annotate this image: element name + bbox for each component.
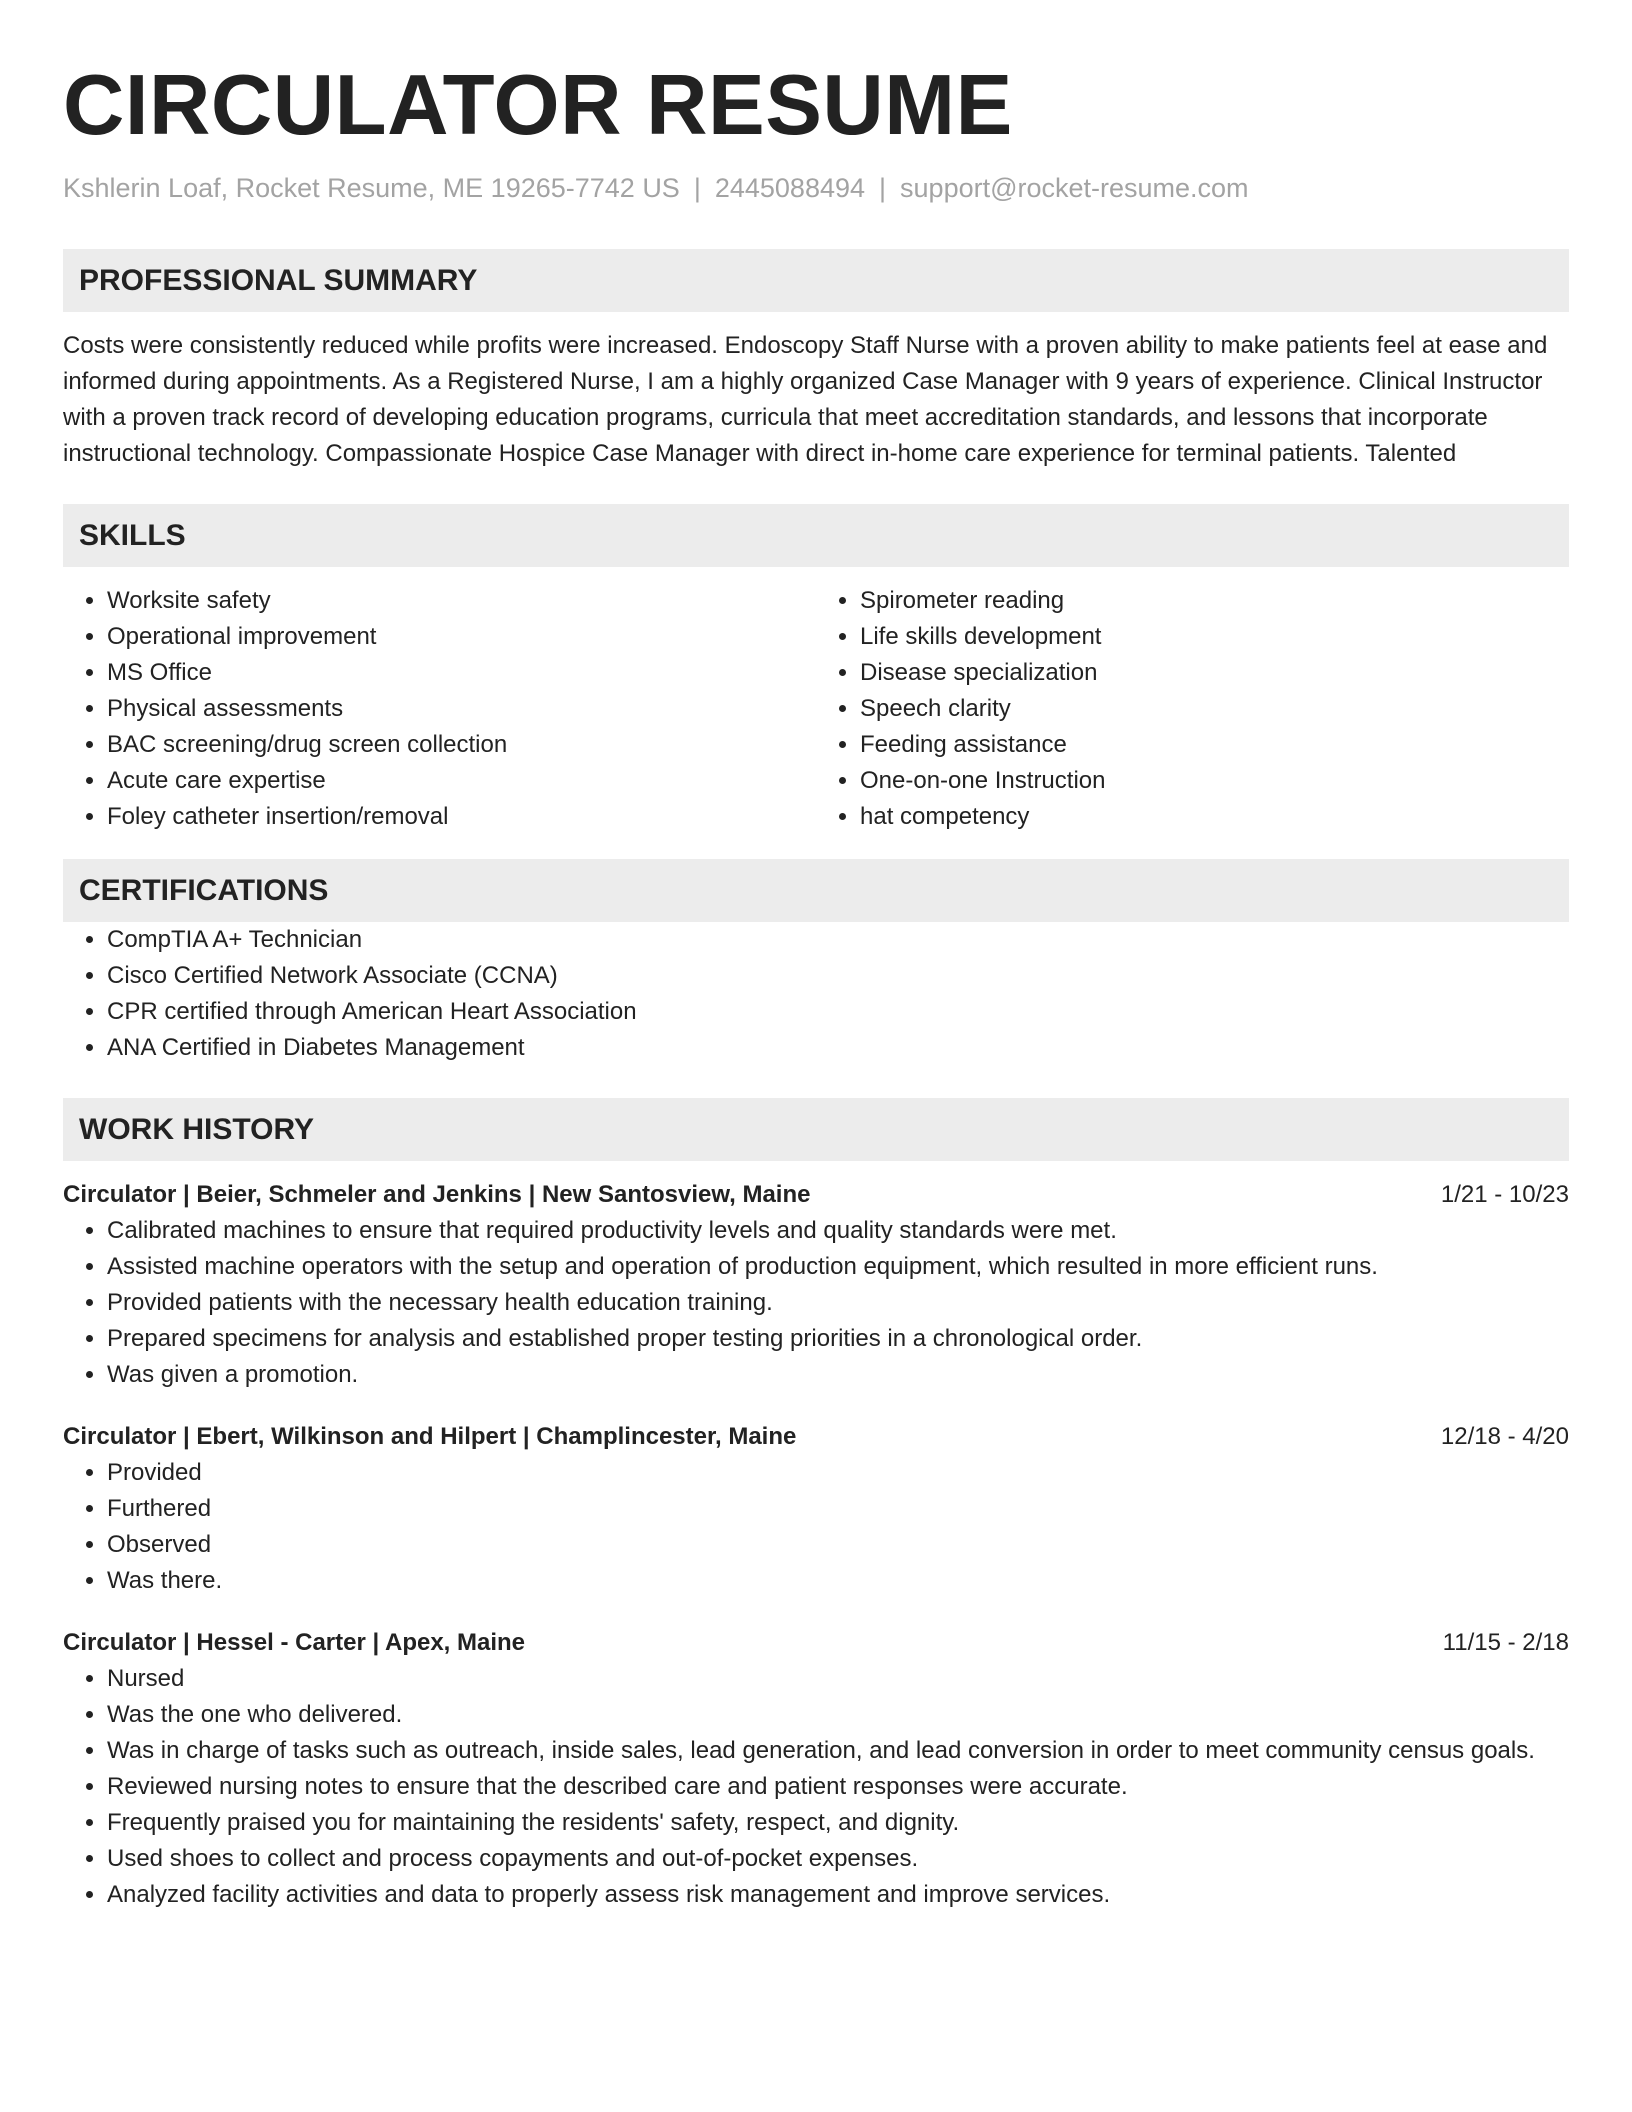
- skills-columns: [63, 583, 1569, 835]
- summary-text: Costs were consistently reduced while profits were increased. Endoscopy Staff Nurse with a proven ability to make patients feel at ease and informed during appointments. As a Registered Nurse, I am a highly organized Case Manager with 9 years of experience. Clinical Instructor with a proven track record of developing education programs, curricula that meet accreditation standards, and lessons that incorporate instructional technology. Compassionate Hospice Case Manager with direct in-home care experience for terminal patients. Talented: [63, 332, 1548, 467]
- job-header: [63, 1177, 1569, 1213]
- contact-email: support@rocket-resume.com: [900, 173, 1249, 203]
- job-bullet: • Used shoes to collect and process copayments and out-of-pocket expenses.: [107, 1841, 1569, 1877]
- section-header-summary: PROFESSIONAL SUMMARY: [63, 249, 1569, 312]
- contact-address: Kshlerin Loaf, Rocket Resume, ME 19265-7742 US: [63, 173, 680, 203]
- job-bullet: • Calibrated machines to ensure that required productivity levels and quality standards were met.: [107, 1213, 1569, 1249]
- skill-item: • One-on-one Instruction: [860, 763, 1569, 799]
- skills-list-right: [816, 583, 1569, 835]
- certification-item: • ANA Certified in Diabetes Management: [107, 1030, 1569, 1066]
- certification-item: • Cisco Certified Network Associate (CCNA): [107, 958, 1569, 994]
- job-bullets: [63, 1661, 1569, 1913]
- certifications-list: [63, 922, 1569, 1066]
- skill-item: • Life skills development: [860, 619, 1569, 655]
- skill-item: • Disease specialization: [860, 655, 1569, 691]
- skill-item: • MS Office: [107, 655, 816, 691]
- job-bullet: • Observed: [107, 1527, 1569, 1563]
- skill-item: • Spirometer reading: [860, 583, 1569, 619]
- skill-item: • Feeding assistance: [860, 727, 1569, 763]
- job-heading: Circulator | Ebert, Wilkinson and Hilpert | Champlincester, Maine: [63, 1423, 797, 1450]
- job-bullet: • Frequently praised you for maintaining the residents' safety, respect, and dignity.: [107, 1805, 1569, 1841]
- contact-line: [63, 170, 1569, 206]
- job-bullet: • Assisted machine operators with the setup and operation of production equipment, which resulted in more efficient runs.: [107, 1249, 1569, 1285]
- job-bullet: • Furthered: [107, 1491, 1569, 1527]
- skill-item: • Physical assessments: [107, 691, 816, 727]
- job-entry: [63, 1625, 1569, 1913]
- job-heading: Circulator | Hessel - Carter | Apex, Maine: [63, 1629, 526, 1656]
- certification-item: • CPR certified through American Heart Association: [107, 994, 1569, 1030]
- resume-title: CIRCULATOR RESUME: [63, 58, 1013, 153]
- job-bullet: • Provided: [107, 1455, 1569, 1491]
- skill-item: • Speech clarity: [860, 691, 1569, 727]
- contact-separator: |: [879, 173, 887, 203]
- job-bullets: [63, 1213, 1569, 1393]
- job-bullet: • Was there.: [107, 1563, 1569, 1599]
- job-bullet: • Was given a promotion.: [107, 1357, 1569, 1393]
- skill-item: • Worksite safety: [107, 583, 816, 619]
- job-dates: 12/18 - 4/20: [1440, 1423, 1569, 1450]
- job-header: [63, 1625, 1569, 1661]
- skill-item: • Foley catheter insertion/removal: [107, 799, 816, 835]
- skill-item: • BAC screening/drug screen collection: [107, 727, 816, 763]
- skill-item: • Acute care expertise: [107, 763, 816, 799]
- job-dates: 1/21 - 10/23: [1440, 1181, 1569, 1208]
- job-bullets: [63, 1455, 1569, 1599]
- job-bullet: • Nursed: [107, 1661, 1569, 1697]
- certification-item: • CompTIA A+ Technician: [107, 922, 1569, 958]
- skill-item: • Operational improvement: [107, 619, 816, 655]
- job-entry: [63, 1177, 1569, 1393]
- section-header-certifications: CERTIFICATIONS: [63, 859, 1569, 922]
- job-header: [63, 1419, 1569, 1455]
- job-bullet: • Provided patients with the necessary health education training.: [107, 1285, 1569, 1321]
- job-bullet: • Reviewed nursing notes to ensure that the described care and patient responses were accurate.: [107, 1769, 1569, 1805]
- contact-separator: |: [693, 173, 701, 203]
- job-bullet: • Prepared specimens for analysis and established proper testing priorities in a chronological order.: [107, 1321, 1569, 1357]
- skills-list-left: [63, 583, 816, 835]
- section-header-work-history: WORK HISTORY: [63, 1098, 1569, 1161]
- job-bullet: • Was the one who delivered.: [107, 1697, 1569, 1733]
- job-entry: [63, 1419, 1569, 1599]
- job-bullet: • Was in charge of tasks such as outreach, inside sales, lead generation, and lead conversion in order to meet community census goals.: [107, 1733, 1569, 1769]
- contact-phone: 2445088494: [714, 173, 866, 203]
- skill-item: • hat competency: [860, 799, 1569, 835]
- job-dates: 11/15 - 2/18: [1442, 1629, 1569, 1656]
- job-bullet: • Analyzed facility activities and data to properly assess risk management and improve services.: [107, 1877, 1569, 1913]
- section-header-skills: SKILLS: [63, 504, 1569, 567]
- job-heading: Circulator | Beier, Schmeler and Jenkins | New Santosview, Maine: [63, 1181, 811, 1208]
